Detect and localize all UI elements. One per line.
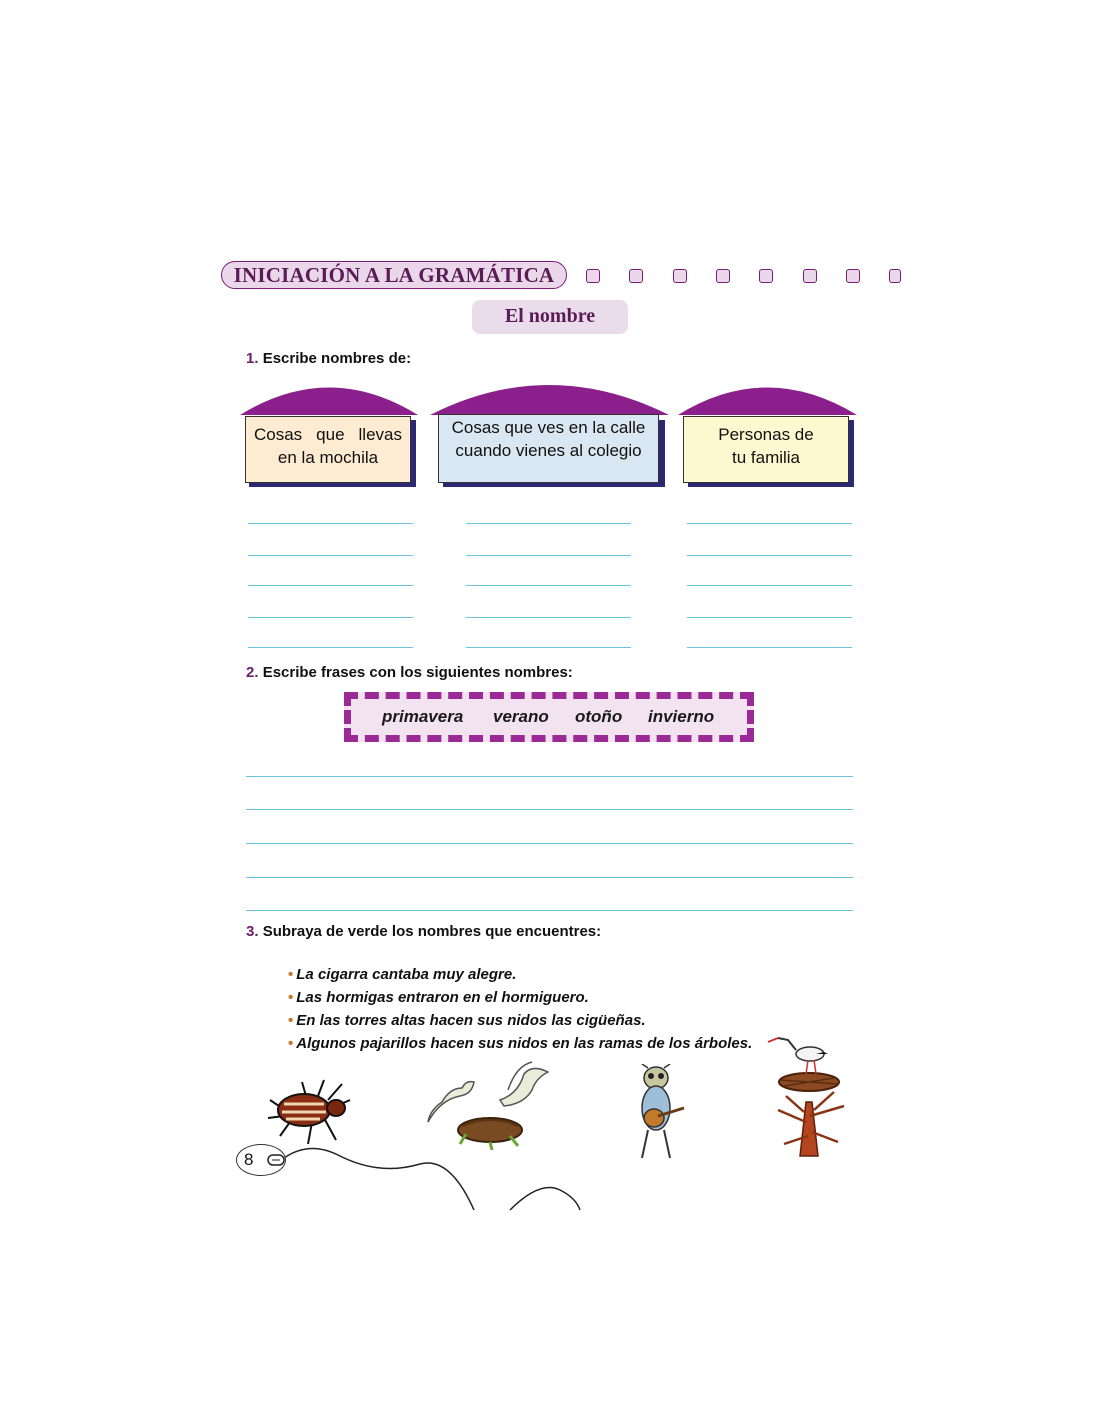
writing-line[interactable] [466,523,631,524]
word-spring: primavera [382,707,464,726]
bullet-icon: • [288,1035,294,1052]
exercise-2-heading [246,664,573,681]
writing-line[interactable] [248,647,413,648]
sentence-item [288,1012,646,1029]
category-label: Personas de tu familia [718,425,814,467]
category-box-backpack [245,416,411,483]
page-number: 8 [244,1150,254,1169]
cicada-guitar-illustration [628,1064,688,1160]
bullet-icon: • [288,1012,294,1029]
bullet-icon: • [288,966,294,983]
writing-line[interactable] [466,647,631,648]
writing-line[interactable] [687,617,852,618]
writing-line[interactable] [466,555,631,556]
category-box-street [438,414,659,483]
category-label: Cosas que ves en la calle cuando vienes al colegio [451,418,646,460]
mouse-cable-decoration [270,1140,590,1212]
category-label: Cosas que llevas en la mochila [254,425,402,467]
writing-line[interactable] [687,585,852,586]
category-roof [240,388,418,416]
sentence-text: Algunos pajarillos hacen sus nidos en las ramas de los árboles. [296,1035,753,1052]
doves-nest-illustration [420,1060,555,1150]
sentence-item [288,1035,752,1052]
stork-nest-illustration [766,1032,852,1160]
word-winter: invierno [648,707,715,726]
writing-line[interactable] [246,809,853,810]
exercise-instruction: Escribe frases con los siguientes nombres: [262,664,573,681]
mouse-icon [266,1152,288,1168]
sentence-text: Las hormigas entraron en el hormiguero. [296,989,589,1006]
writing-line[interactable] [687,555,852,556]
writing-line[interactable] [248,617,413,618]
exercise-number: 2. [246,664,259,681]
category-box-family [683,416,849,483]
writing-line[interactable] [248,585,413,586]
section-subtitle: El nombre [504,305,596,327]
writing-line[interactable] [248,523,413,524]
writing-line[interactable] [248,555,413,556]
ant-illustration [262,1078,354,1148]
writing-line[interactable] [246,877,853,878]
page-title: INICIACIÓN A LA GRAMÁTICA [233,263,555,287]
word-autumn: otoño [575,707,623,726]
writing-line[interactable] [246,843,853,844]
sentence-text: En las torres altas hacen sus nidos las cigüeñas. [296,1012,646,1029]
writing-line[interactable] [466,585,631,586]
writing-line[interactable] [246,776,853,777]
exercise-number: 3. [246,923,259,940]
exercise-3-heading [246,923,601,940]
word-summer: verano [493,707,549,726]
category-roof [678,388,857,416]
sentence-item [288,966,516,983]
bullet-icon: • [288,989,294,1006]
writing-line[interactable] [466,617,631,618]
sentence-text: La cigarra cantaba muy alegre. [296,966,517,983]
exercise-instruction: Escribe nombres de: [262,350,412,367]
exercise-instruction: Subraya de verde los nombres que encuentres: [262,923,602,940]
writing-line[interactable] [687,647,852,648]
exercise-number: 1. [246,350,259,367]
sentence-item [288,989,589,1006]
category-roofs [0,0,1100,420]
writing-line[interactable] [687,523,852,524]
category-roof [430,385,669,415]
writing-line[interactable] [246,910,853,911]
